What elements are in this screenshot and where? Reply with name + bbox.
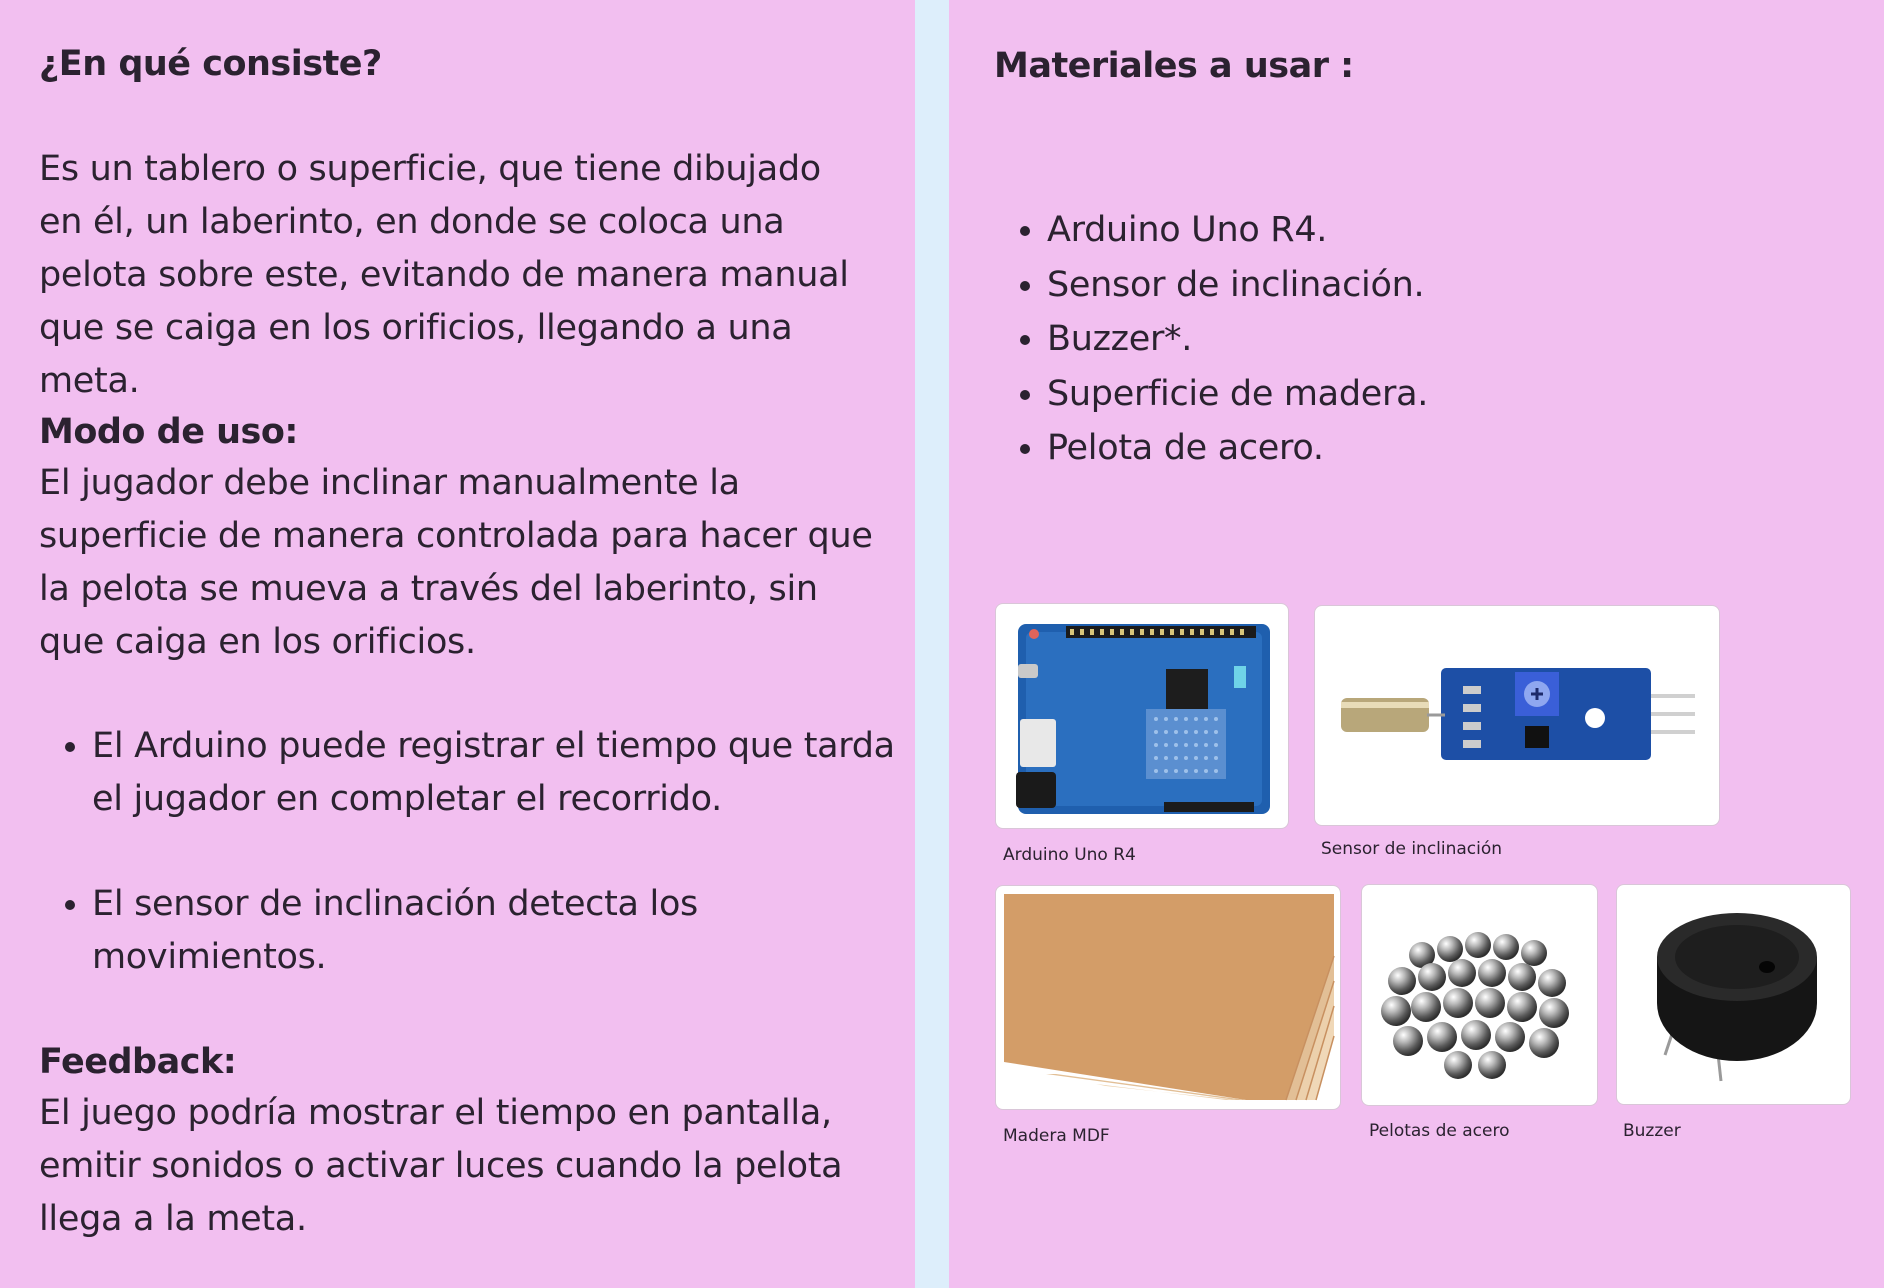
- usage-text: El jugador debe inclinar manualmente la superficie de manera controlada para hacer que la pelota se mueva a través del laberinto, sin que caiga en los orificios.: [39, 463, 873, 662]
- feedback-text: El juego podría mostrar el tiempo en pantalla, emitir sonidos o activar luces cuando la pelota llega a la meta.: [39, 1093, 843, 1239]
- list-item: • Arduino Uno R4.: [1047, 203, 1867, 258]
- caption-arduino: Arduino Uno R4: [1003, 845, 1136, 865]
- arduino-board-icon: [996, 604, 1288, 828]
- buzzer-image: [1616, 884, 1851, 1105]
- buzzer-icon: [1617, 885, 1850, 1104]
- right-panel: [949, 0, 1884, 1288]
- feedback-heading: Feedback:: [39, 1042, 237, 1082]
- mdf-wood-image: [995, 885, 1341, 1110]
- list-item: • Superficie de madera.: [1047, 367, 1867, 422]
- left-panel: [0, 0, 915, 1288]
- list-item: • Buzzer*.: [1047, 312, 1867, 367]
- list-item: • Sensor de inclinación.: [1047, 258, 1867, 313]
- feature-list: [39, 720, 912, 984]
- list-item: • El Arduino puede registrar el tiempo que tarda el jugador en completar el recorrido.: [92, 720, 912, 826]
- usage-heading: Modo de uso:: [39, 412, 298, 452]
- description-text: Es un tablero o superficie, que tiene dibujado en él, un laberinto, en donde se coloca una pelota sobre este, evitando de manera manual que se caiga en los orificios, llegando a una meta.: [39, 149, 849, 401]
- materials-list: [994, 203, 1867, 476]
- materials-heading: Materiales a usar :: [994, 46, 1354, 86]
- caption-buzzer: Buzzer: [1623, 1121, 1681, 1141]
- mdf-wood-icon: [996, 886, 1340, 1109]
- tilt-sensor-icon: [1315, 606, 1719, 825]
- caption-wood: Madera MDF: [1003, 1126, 1110, 1146]
- caption-balls: Pelotas de acero: [1369, 1121, 1510, 1141]
- list-item: • Pelota de acero.: [1047, 421, 1867, 476]
- steel-balls-image: [1361, 884, 1598, 1106]
- arduino-board-image: [995, 603, 1289, 829]
- heading-what: ¿En qué consiste?: [39, 44, 382, 84]
- steel-balls-icon: [1362, 885, 1597, 1105]
- caption-sensor: Sensor de inclinación: [1321, 839, 1503, 859]
- list-item: • El sensor de inclinación detecta los movimientos.: [92, 878, 912, 984]
- tilt-sensor-image: [1314, 605, 1720, 826]
